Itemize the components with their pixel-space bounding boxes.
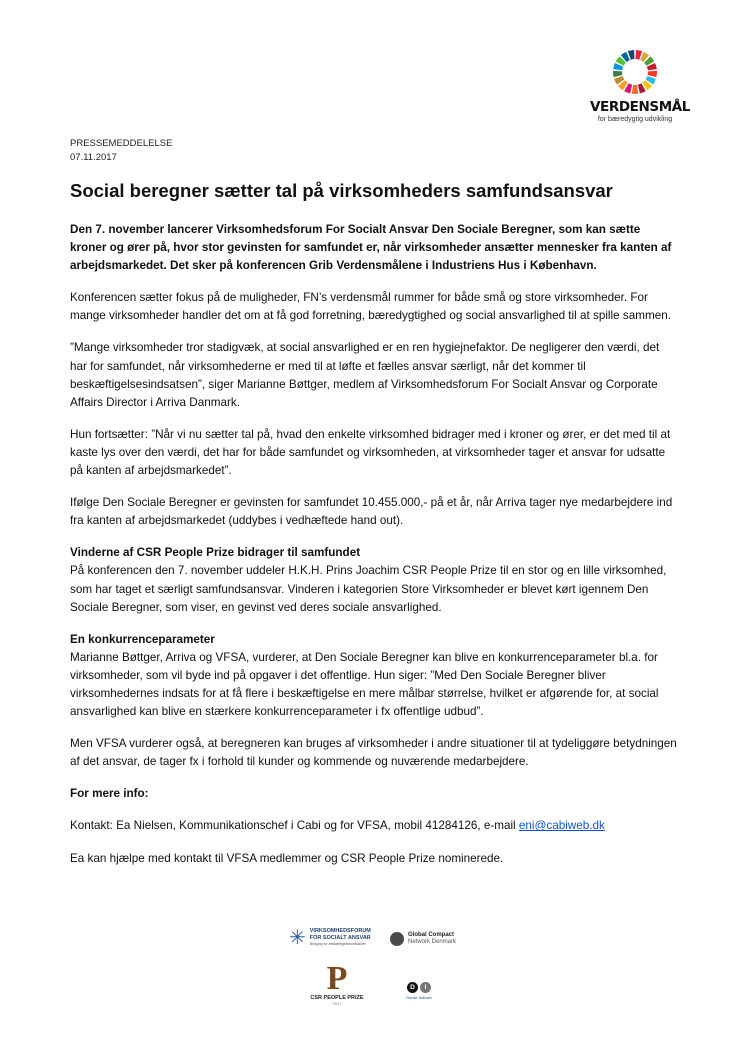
press-meta <box>70 137 172 165</box>
contact-line <box>70 817 678 835</box>
section-csr-prize <box>70 544 678 616</box>
di-label: Dansk Industri <box>406 995 432 1000</box>
section-body: Marianne Bøttger, Arriva og VFSA, vurderer, at Den Sociale Beregner kan blive en konkurrenceparameter bl.a. for virksomheder, som vil byde ind på opgaver i det offentlige. Hun siger: ”Med Den Sociale Beregner bliver virksomhedernes indsats for at få flere i beskæftigelse en mere målbar størrelse, hvilket er afgørende for, at social ansvarlighed kan blive en stærkere konkurrenceparameter i fx offentlige udbud”. <box>70 650 659 719</box>
section-body: På konferencen den 7. november uddeler H.K.H. Prins Joachim CSR People Prize til en stor og en lille virksomhed, som har taget et særligt samfundsansvar. Vinderen i kategorien Store Virksomheder er blevet kørt igennem Den Sociale Beregner, som viser, en gevinst ved deres sociale ansvarlighed. <box>70 564 667 614</box>
gc-network: Network Denmark <box>408 939 457 945</box>
globe-icon <box>390 932 404 946</box>
sdg-wheel-icon <box>611 48 659 96</box>
section-competition <box>70 631 678 721</box>
vfsa-name-line1: VIRKSOMHEDSFORUM <box>309 928 371 935</box>
article-body <box>70 221 678 882</box>
logo-tagline: for bæredygtig udvikling <box>597 116 673 123</box>
csr-prize-label: CSR PEOPLE PRIZE <box>310 995 364 1001</box>
vfsa-tagline: Bridging for beskæftigelsesinitiativer <box>309 942 366 947</box>
more-info-heading: For mere info: <box>70 787 149 801</box>
dansk-industri-logo <box>406 982 432 1000</box>
csr-prize-year: 2017 <box>332 1001 342 1006</box>
logo-wordmark: VERDENSMÅL <box>590 99 690 115</box>
headline: Social beregner sætter tal på virksomheders samfundsansvar <box>70 180 613 201</box>
section-heading: Vinderne af CSR People Prize bidrager til samfundet <box>70 546 361 560</box>
verdensmaal-logo <box>590 48 690 123</box>
star-icon: ✳ <box>289 927 306 949</box>
paragraph: Konferencen sætter fokus på de muligheder, FN’s verdensmål rummer for både små og store virksomheder. For mange virksomheder handler det om at få god forretning, bæredygtighed og social ansvarlighed til at spille sammen. <box>70 291 671 323</box>
prize-p-icon: P <box>326 960 348 997</box>
gc-name: Global Compact <box>408 932 455 938</box>
global-compact-logo <box>390 932 456 946</box>
vfsa-name-line2: FOR SOCIALT ANSVAR <box>309 934 371 941</box>
sdg-wheel-segment <box>632 85 638 94</box>
help-line: Ea kan hjælpe med kontakt til VFSA medlemmer og CSR People Prize nominerede. <box>70 851 504 865</box>
vfsa-logo <box>289 928 371 948</box>
paragraph: Men VFSA vurderer også, at beregneren kan bruges af virksomheder i andre situationer til at tydeliggøre betydningen af det ansvar, de tager fx i forhold til kunder og kommende og nuværende medarbejdere. <box>70 737 677 769</box>
paragraph: ”Mange virksomheder tror stadigvæk, at social ansvarlighed er en ren hygiejnefaktor. De negligerer den værdi, det har for samfundet, når virksomhederne er med til at løfte et fælles ansvar særligt, når det kommer til beskæftigelsesindsatsen”, siger Marianne Bøttger, medlem af Virksomhedsforum For Socialt Ansvar og Corporate Affairs Director i Arriva Danmark. <box>70 341 660 409</box>
contact-text: Kontakt: Ea Nielsen, Kommunikationschef i Cabi og for VFSA, mobil 41284126, e-mail <box>70 819 519 833</box>
paragraph: Hun fortsætter: ”Når vi nu sætter tal på, hvad den enkelte virksomhed bidrager med i kroner og ører, er det med til at kaste lys over den værdi, det har for både samfundet og virksomheden, at virksomheder tager et ansvar for udsatte på kanten af arbejdsmarkedet”. <box>70 427 671 478</box>
email-link[interactable]: eni@cabiweb.dk <box>518 819 605 833</box>
document-type: PRESSEMEDDELELSE <box>70 138 173 149</box>
csr-people-prize-logo <box>308 960 366 1006</box>
section-heading: En konkurrenceparameter <box>70 632 215 646</box>
lead-paragraph: Den 7. november lancerer Virksomhedsforum For Socialt Ansvar Den Sociale Beregner, som kan sætte kroner og ører på, hvor stor gevinsten for samfundet er, når virksomheder ansætter mennesker fra kanten af arbejdsmarkedet. Det sker på konferencen Grib Verdensmålene i Industriens Hus i København. <box>70 223 672 273</box>
sdg-wheel-segment <box>648 71 657 77</box>
document-date: 07.11.2017 <box>70 152 117 163</box>
paragraph: Ifølge Den Sociale Beregner er gevinsten for samfundet 10.455.000,- på et år, når Arriva tager nye medarbejdere ind fra kanten af arbejdsmarkedet (uddybes i vedhæftede hand out). <box>70 496 673 528</box>
sdg-wheel-segment <box>613 71 622 77</box>
di-mark-icon: D I <box>406 982 432 993</box>
